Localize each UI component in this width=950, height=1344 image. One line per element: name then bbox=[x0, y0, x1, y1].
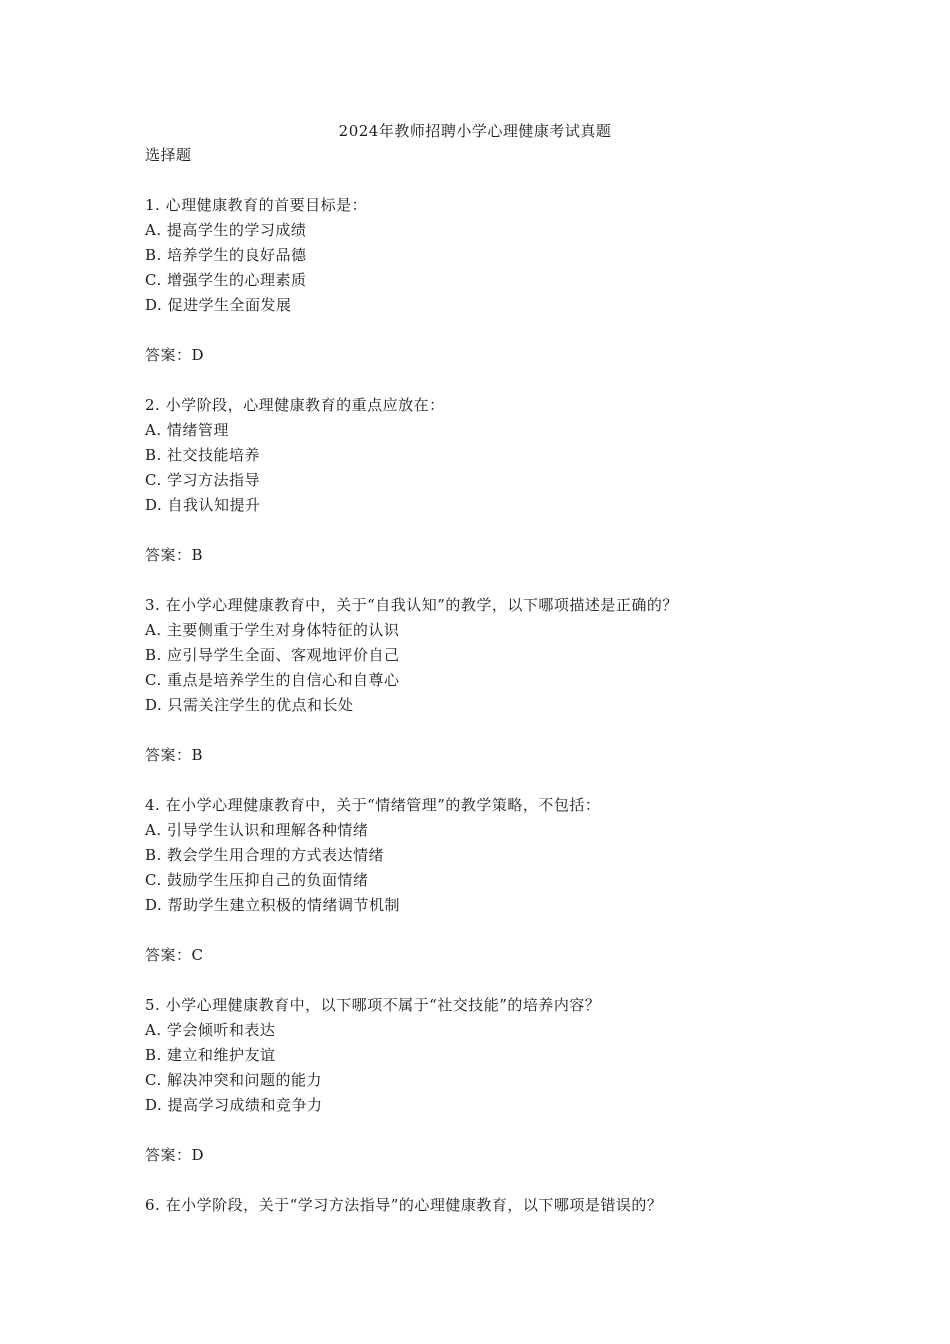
option-b: B. 社交技能培养 bbox=[145, 446, 261, 464]
option-d: D. 帮助学生建立积极的情绪调节机制 bbox=[145, 896, 401, 914]
option-b: B. 教会学生用合理的方式表达情绪 bbox=[145, 846, 385, 864]
spacer bbox=[145, 518, 825, 543]
section-heading: 选择题 bbox=[145, 146, 192, 164]
question-stem: 3. 在小学心理健康教育中，关于“自我认知”的教学，以下哪项描述是正确的？ bbox=[145, 596, 678, 614]
option-d: D. 提高学习成绩和竞争力 bbox=[145, 1096, 323, 1114]
option-b: B. 培养学生的良好品德 bbox=[145, 246, 307, 264]
answer: 答案：C bbox=[145, 946, 204, 964]
option-a: A. 提高学生的学习成绩 bbox=[145, 221, 307, 239]
question-stem: 2. 小学阶段，心理健康教育的重点应放在： bbox=[145, 396, 445, 414]
option-d: D. 自我认知提升 bbox=[145, 496, 261, 514]
spacer bbox=[145, 968, 825, 993]
document-body bbox=[145, 143, 825, 1218]
document-title: 2024年教师招聘小学心理健康考试真题 bbox=[338, 122, 612, 140]
spacer bbox=[145, 568, 825, 593]
option-a: A. 学会倾听和表达 bbox=[145, 1021, 276, 1039]
option-c: C. 学习方法指导 bbox=[145, 471, 260, 489]
spacer bbox=[145, 768, 825, 793]
question-5 bbox=[145, 993, 825, 1193]
option-c: C. 解决冲突和问题的能力 bbox=[145, 1071, 322, 1089]
option-d: D. 只需关注学生的优点和长处 bbox=[145, 696, 354, 714]
option-a: A. 情绪管理 bbox=[145, 421, 229, 439]
answer: 答案：B bbox=[145, 746, 204, 764]
spacer bbox=[145, 1168, 825, 1193]
option-b: B. 应引导学生全面、客观地评价自己 bbox=[145, 646, 400, 664]
question-stem: 4. 在小学心理健康教育中，关于“情绪管理”的教学策略，不包括： bbox=[145, 796, 601, 814]
question-stem: 5. 小学心理健康教育中，以下哪项不属于“社交技能”的培养内容？ bbox=[145, 996, 601, 1014]
option-b: B. 建立和维护友谊 bbox=[145, 1046, 276, 1064]
answer: 答案：B bbox=[145, 546, 204, 564]
option-c: C. 鼓励学生压抑自己的负面情绪 bbox=[145, 871, 369, 889]
option-a: A. 引导学生认识和理解各种情绪 bbox=[145, 821, 369, 839]
spacer bbox=[145, 318, 825, 343]
option-d: D. 促进学生全面发展 bbox=[145, 296, 292, 314]
spacer bbox=[145, 718, 825, 743]
spacer bbox=[145, 368, 825, 393]
answer: 答案：D bbox=[145, 346, 205, 364]
option-c: C. 重点是培养学生的自信心和自尊心 bbox=[145, 671, 400, 689]
question-1 bbox=[145, 193, 825, 393]
question-6 bbox=[145, 1193, 825, 1218]
option-a: A. 主要侧重于学生对身体特征的认识 bbox=[145, 621, 400, 639]
question-stem: 6. 在小学阶段，关于“学习方法指导”的心理健康教育，以下哪项是错误的？ bbox=[145, 1196, 663, 1214]
question-2 bbox=[145, 393, 825, 593]
option-c: C. 增强学生的心理素质 bbox=[145, 271, 307, 289]
question-3 bbox=[145, 593, 825, 793]
spacer bbox=[145, 1118, 825, 1143]
spacer bbox=[145, 168, 825, 193]
question-stem: 1. 心理健康教育的首要目标是： bbox=[145, 196, 368, 214]
question-4 bbox=[145, 793, 825, 993]
spacer bbox=[145, 918, 825, 943]
answer: 答案：D bbox=[145, 1146, 205, 1164]
